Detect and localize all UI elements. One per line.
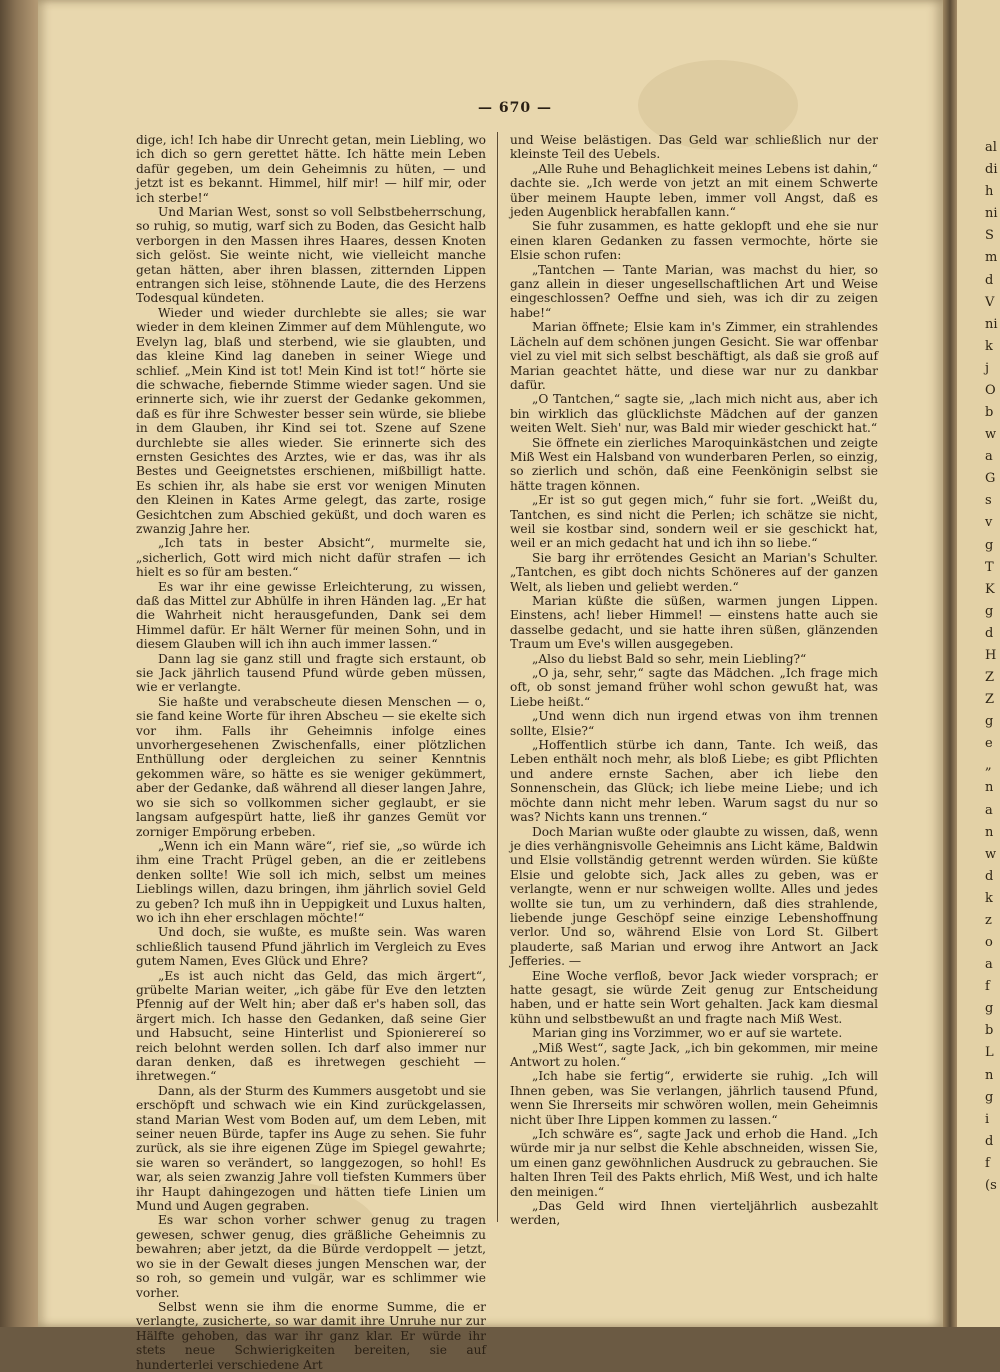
adjacent-page-fragment: d	[985, 1133, 994, 1149]
adjacent-page-fragment: V	[985, 294, 995, 310]
adjacent-page-fragment: L	[985, 1045, 994, 1061]
adjacent-page-fragment: k	[985, 338, 993, 354]
adjacent-page-fragment: al	[985, 140, 997, 155]
paragraph: Marian ging ins Vorzimmer, wo er auf sie wartete.	[532, 1026, 843, 1041]
paragraph: „Das Geld wird Ihnen vierteljährlich ausbezahlt werden,	[510, 1199, 878, 1228]
paragraph: Sie haßte und verabscheute diesen Menschen — o, sie fand keine Worte für ihren Abscheu — sie ekelte sich vor ihm. Falls ihr Geheimnis infolge eines unvorhergesehenen Zwischenfalls, einer plötzlichen Enthüllung oder dergleichen zu seiner Kenntnis gekommen wäre, so hätte es sie weniger gekümmert, aber der Gedanke, daß während all dieser langen Jahre, wo sie sich so vollkommen sicher geglaubt, er sie langsam aufgespürt hatte, ließ ihr ganzes Gemüt vor zorniger Empörung erbeben.	[136, 694, 486, 839]
paragraph: Eine Woche verfloß, bevor Jack wieder vorsprach; er hatte gesagt, sie würde Zeit genug zur Entscheidung haben, und er hatte sein Wort gehalten. Jack kam diesmal kühn und selbstbewußt an und fragte nach Miß West.	[510, 968, 878, 1026]
adjacent-page-fragment: b	[985, 405, 994, 420]
adjacent-page-fragment: S	[985, 228, 994, 244]
adjacent-page-fragment: a	[985, 802, 993, 818]
paragraph: Sie fuhr zusammen, es hatte geklopft und ehe sie nur einen klaren Gedanken zu fassen vermochte, hörte sie Elsie schon rufen:	[510, 219, 878, 263]
adjacent-page-fragment: f	[985, 1155, 990, 1171]
book-gutter	[943, 0, 957, 1327]
paragraph: „Ich tats in bester Absicht“, murmelte sie, „sicherlich, Gott wird mich nicht dafür strafen — ich hielt es so für am besten.“	[136, 536, 486, 580]
adjacent-page-fragment: b	[985, 1023, 994, 1039]
adjacent-page-fragment: ni	[985, 206, 998, 222]
adjacent-page-fragment: n	[985, 1067, 994, 1083]
paragraph: „Ich habe sie fertig“, erwiderte sie ruhig. „Ich will Ihnen geben, was Sie verlangen, jährlich tausend Pfund, wenn Sie Ihrerseits mir schwören wollen, mein Geheimnis nicht über Ihre Lippen kommen zu lassen.“	[510, 1069, 878, 1127]
text-column-left	[136, 133, 486, 1372]
adjacent-page-fragment: a	[985, 957, 993, 973]
adjacent-page-fragment: g	[985, 1089, 994, 1105]
adjacent-page-fragment: T	[985, 559, 994, 575]
column-divider	[497, 132, 498, 1222]
paragraph: Und doch, sie wußte, es mußte sein. Was waren schließlich tausend Pfund jährlich im Vergleich zu Eves gutem Namen, Eves Glück und Ehre?	[136, 925, 486, 969]
paragraph: Und Marian West, sonst so voll Selbstbeherrschung, so ruhig, so mutig, warf sich zu Boden, das Gesicht halb verborgen in den Massen ihres Haares, dessen Knoten sich gelöst. Sie weinte nicht, wie vielleicht manche getan hätten, aber ihren blassen, zitternden Lippen entrangen sich leise, stöhnende Laute, die des Herzens Todesqual kündeten.	[136, 205, 486, 306]
adjacent-page-fragment: m	[985, 250, 998, 266]
paragraph: Dann lag sie ganz still und fragte sich erstaunt, ob sie Jack jährlich tausend Pfund würde geben müssen, wie er verlangte.	[136, 651, 486, 695]
paragraph: „O Tantchen,“ sagte sie, „lach mich nicht aus, aber ich bin wirklich das glücklichste Mädchen auf der ganzen weiten Welt. Sieh' nur, was Bald mir wieder geschickt hat.“	[510, 392, 878, 436]
adjacent-page-fragment: n	[985, 824, 994, 840]
paragraph: Dann, als der Sturm des Kummers ausgetobt und sie erschöpft und schwach wie ein Kind zurückgelassen, stand Marian West vom Boden auf, um dem Leben, mit seiner neuen Bürde, tapfer ins Auge zu sehen. Sie fuhr zurück, als sie ihre eigenen Züge im Spiegel gewahrte; sie waren so verändert, so langgezogen, so hohl! Es war, als seien zwanzig Jahre voll tiefsten Kummers über ihr Haupt dahingezogen und hätten tiefe Linien um Mund und Augen gegraben.	[136, 1083, 486, 1214]
page-number: — 670 —	[478, 100, 552, 116]
adjacent-page-fragment: Z	[985, 692, 995, 708]
adjacent-page-fragment: K	[985, 581, 995, 597]
paragraph: und Weise belästigen. Das Geld war schließlich nur der kleinste Teil des Uebels.	[510, 133, 878, 162]
paragraph: „Es ist auch nicht das Geld, das mich ärgert“, grübelte Marian weiter, „ich gäbe für Eve den letzten Pfennig auf der Welt hin; aber daß er's haben soll, das ärgert mich. Ich hasse den Gedanken, daß seine Gier und Habsucht, seine Hinterlist und Spionierereí so reich belohnt werden sollen. Ich darf also immer nur daran denken, daß es ihretwegen geschieht — ihretwegen.“	[136, 968, 486, 1084]
paragraph: „Miß West“, sagte Jack, „ich bin gekommen, mir meine Antwort zu holen.“	[510, 1040, 878, 1069]
adjacent-page-fragment: n	[985, 780, 994, 796]
adjacent-page-fragment: „	[985, 758, 992, 774]
adjacent-page-fragment: w	[985, 427, 997, 443]
paragraph: „Tantchen — Tante Marian, was machst du hier, so ganz allein in dieser ungesellschaftlichen Art und Weise eingeschlossen? Oeffne und sieh, was ich dir zu zeigen habe!“	[510, 262, 878, 320]
adjacent-page-fragment: d	[985, 868, 994, 884]
paragraph: „O ja, sehr, sehr,“ sagte das Mädchen. „Ich frage mich oft, ob sonst jemand früher wohl schon gewußt hat, was Liebe heißt.“	[510, 666, 878, 709]
paragraph: Selbst wenn sie ihm die enorme Summe, die er verlangte, zusicherte, so war damit ihre Unruhe nur zur Hälfte gehoben, das war ihr ganz klar. Er würde ihr stets neue Schwierigkeiten bereiten, sie auf hunderterlei verschiedene Art	[136, 1299, 486, 1372]
paragraph: „Alle Ruhe und Behaglichkeit meines Lebens ist dahin,“ dachte sie. „Ich werde von jetzt an mit einem Schwerte über meinem Haupte leben, immer voll Angst, daß es jeden Augenblick herabfallen kann.“	[510, 161, 879, 220]
paragraph: „Er ist so gut gegen mich,“ fuhr sie fort. „Weißt du, Tantchen, es sind nicht die Perlen; ich schätze sie nicht, weil sie kostbar sind, sondern weil er sie geschickt hat, weil er an mich gedacht hat und ich ihn so liebe.“	[510, 493, 878, 551]
adjacent-page-fragment: O	[985, 382, 996, 398]
adjacent-page-edge	[957, 0, 1000, 1327]
paragraph: Sie öffnete ein zierliches Maroquinkästchen und zeigte Miß West ein Halsband von wunderbaren Perlen, so einzig, so zierlich und schön, daß eine Feenkönigin selbst sie hätte tragen können.	[510, 435, 878, 493]
adjacent-page-fragment: a	[985, 449, 993, 465]
adjacent-page-fragment: G	[985, 471, 996, 487]
adjacent-page-fragment: di	[985, 162, 998, 178]
adjacent-page-fragment: Z	[985, 670, 995, 685]
adjacent-page-fragment: i	[985, 1111, 990, 1127]
paragraph: „Hoffentlich stürbe ich dann, Tante. Ich weiß, das Leben enthält noch mehr, als bloß Liebe; es gibt Pflichten und andere ernste Sachen, aber ich liebe den Sonnenschein, das Glück; ich liebe meine Liebe; und ich möchte dann nicht mehr leben. Warum sagst du nur so was? Nichts kann uns trennen.“	[510, 738, 878, 825]
paragraph: Marian öffnete; Elsie kam in's Zimmer, ein strahlendes Lächeln auf dem schönen jungen Gesicht. Sie war offenbar viel zu viel mit sich selbst beschäftigt, als daß sie groß auf Marian geachtet hätte, und diese war nur zu dankbar dafür.	[510, 320, 878, 392]
adjacent-page-fragment: h	[985, 184, 994, 200]
paragraph: Es war schon vorher schwer genug zu tragen gewesen, schwer genug, dies gräßliche Geheimnis zu bewahren; aber jetzt, da die Bürde verdoppelt — jetzt, wo sie in der Gewalt dieses jungen Menschen war, der so roh, so gemein und vulgär, war es schlimmer wie vorher.	[136, 1213, 486, 1300]
text-column-right	[510, 133, 878, 1228]
adjacent-page-fragment: j	[985, 360, 990, 376]
adjacent-page-fragment: s	[985, 493, 992, 509]
adjacent-page-fragment: f	[985, 979, 990, 995]
paragraph: Es war ihr eine gewisse Erleichterung, zu wissen, daß das Mittel zur Abhülfe in ihren Händen lag. „Er hat die Wahrheit nicht herausgefunden, Dank sei dem Himmel dafür. Er hält Werner für meinen Sohn, und in diesem Glauben will ich ihn auch immer lassen.“	[136, 579, 486, 652]
adjacent-page-fragment: k	[985, 890, 993, 906]
adjacent-page-fragment: d	[985, 625, 994, 641]
adjacent-page-fragment: w	[985, 846, 997, 862]
paragraph: „Ich schwäre es“, sagte Jack und erhob die Hand. „Ich würde mir ja nur selbst die Kehle abschneiden, wissen Sie, um einen ganz gewöhnlichen Ausdruck zu gebrauchen. Sie halten Ihren Teil des Pakts ehrlich, Miß West, und ich halte den meinigen.“	[510, 1127, 878, 1199]
book-edge-left	[0, 0, 40, 1327]
adjacent-page-fragment: ni	[985, 316, 998, 332]
adjacent-page-fragment: d	[985, 272, 994, 288]
adjacent-page-fragment: g	[985, 537, 994, 553]
paragraph: dige, ich! Ich habe dir Unrecht getan, mein Liebling, wo ich dich so gern gerettet hätte. Ich hätte mein Leben dafür gegeben, um dein Geheimnis zu hüten, — und jetzt ist es bekannt. Himmel, hilf mir! — hilf mir, oder ich sterbe!“	[136, 133, 486, 205]
paragraph: „Wenn ich ein Mann wäre“, rief sie, „so würde ich ihm eine Tracht Prügel geben, an die er zeitlebens denken sollte! Wie soll ich mich, selbst um meines Lieblings willen, dazu bringen, ihm jährlich soviel Geld zu geben? Ich muß ihn in Ueppigkeit und Luxus halten, wo ich ihn eher erschlagen möchte!“	[136, 838, 486, 925]
adjacent-page-fragment: z	[985, 912, 992, 928]
adjacent-page-fragment: g	[985, 714, 994, 730]
paragraph: Sie barg ihr errötendes Gesicht an Marian's Schulter. „Tantchen, es gibt doch nichts Schöneres auf der ganzen Welt, als lieben und geliebt werden.“	[510, 550, 878, 594]
adjacent-page-fragment: g	[985, 1001, 994, 1017]
paragraph: Marian küßte die süßen, warmen jungen Lippen. Einstens, ach! lieber Himmel! — einstens hatte auch sie dasselbe gedacht, und sie hatte ihren süßen, glänzenden Traum um Eve's willen ausgegeben.	[510, 594, 878, 652]
paragraph: Doch Marian wußte oder glaubte zu wissen, daß, wenn je dies verhängnisvolle Geheimnis ans Licht käme, Baldwin und Elsie vollständig getrennt werden würden. Sie küßte Elsie und gelobte sich, Jack alles zu geben, was er verlangte, wenn er nur schweigen wollte. Alles und jedes wollte sie tun, um zu verhindern, daß dies strahlende, liebende junge Geschöpf seine einzige Lebenshoffnung verlor. Und so, während Elsie von Lord St. Gilbert plauderte, saß Marian und erwog ihre Antwort an Jack Jefferies. —	[510, 824, 878, 969]
paragraph: Wieder und wieder durchlebte sie alles; sie war wieder in dem kleinen Zimmer auf dem Mühlengute, wo Evelyn lag, blaß und sterbend, wie sie glaubten, und das kleine Kind lag daneben in seiner Wiege und schlief. „Mein Kind ist tot! Mein Kind ist tot!“ hörte sie die schwache, fiebernde Stimme wieder sagen. Und sie erinnerte sich, wie ihr zuerst der Gedanke gekommen, daß es für ihre Schwester besser sein würde, sie bliebe in dem Glauben, ihr Kind sei tot. Szene auf Szene durchlebte sie alles wieder. Sie erinnerte sich des ernsten Gesichtes des Arztes, wie er das, was ihr als Bestes und Geeignetstes erschienen, mißbilligt hatte. Es schien ihr, als habe sie erst vor wenigen Minuten den Kleinen in Kates Arme gelegt, das zarte, rosige Gesichtchen zum Abschied geküßt, und doch waren es zwanzig Jahre her.	[136, 305, 486, 536]
adjacent-page-fragment: o	[985, 935, 993, 950]
adjacent-page-fragment: H	[985, 647, 997, 663]
paragraph: „Und wenn dich nun irgend etwas von ihm trennen sollte, Elsie?“	[510, 709, 878, 738]
adjacent-page-fragment: g	[985, 603, 994, 619]
adjacent-page-fragment: v	[985, 515, 993, 531]
paragraph: „Also du liebst Bald so sehr, mein Liebling?“	[532, 651, 807, 666]
adjacent-page-fragment: e	[985, 736, 993, 752]
adjacent-page-fragment: (s	[985, 1177, 997, 1193]
